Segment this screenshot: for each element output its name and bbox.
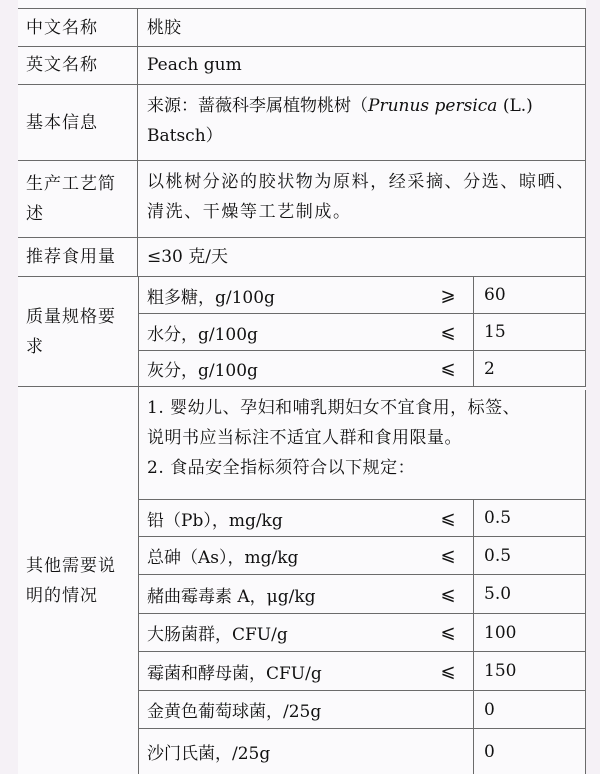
safety-item-name: 沙门氏菌，/25g	[147, 744, 271, 764]
quality-item-name: 灰分，g/100g	[147, 361, 258, 381]
safety-item-operator: ⩽	[440, 583, 456, 605]
safety-item-value: 0	[473, 691, 584, 728]
safety-item	[139, 575, 586, 614]
quality-item	[139, 314, 586, 351]
quality-item-name: 水分，g/100g	[147, 324, 258, 345]
safety-item	[139, 652, 586, 691]
row-basic-info	[18, 85, 586, 161]
safety-item-value: 0.5	[473, 500, 584, 536]
safety-item-name: 大肠菌群，CFU/g	[147, 625, 288, 645]
quality-item-value: 2	[473, 351, 584, 386]
source-suffix: (L.) Batsch）	[147, 96, 533, 146]
value-basic-info	[139, 85, 586, 160]
quality-item-value: 15	[473, 314, 584, 350]
safety-item	[139, 537, 586, 575]
note-1-line-1: 1. 婴幼儿、孕妇和哺乳期妇女不宜食用，标签、	[147, 398, 521, 418]
label-other: 其他需要说明的情况	[18, 387, 139, 774]
document-page	[18, 0, 586, 774]
value-dosage: ≤30 克/天	[139, 238, 586, 276]
safety-item-value: 0	[473, 729, 584, 774]
quality-item-operator: ⩽	[440, 321, 456, 343]
safety-item	[139, 691, 586, 729]
value-english-name: Peach gum	[139, 46, 586, 84]
safety-item	[139, 499, 586, 537]
safety-item-operator: ⩽	[440, 660, 456, 682]
source-prefix: 来源：蔷薇科李属植物桃树（	[147, 96, 368, 116]
safety-item-operator: ⩽	[440, 507, 456, 529]
safety-item-value: 100	[473, 614, 584, 651]
quality-item-operator: ⩾	[440, 284, 456, 306]
safety-item-value: 5.0	[473, 575, 584, 613]
label-quality: 质量规格要求	[18, 277, 139, 387]
safety-item-value: 0.5	[473, 537, 584, 574]
safety-item	[139, 614, 586, 652]
safety-item-operator: ⩽	[440, 545, 456, 566]
safety-item-name: 铅（Pb），mg/kg	[147, 510, 283, 531]
label-process: 生产工艺简述	[18, 161, 138, 237]
safety-item-value: 150	[473, 652, 584, 690]
label-dosage: 推荐食用量	[18, 238, 138, 276]
safety-item-name: 金黄色葡萄球菌，/25g	[147, 702, 322, 722]
safety-item-name: 霉菌和酵母菌，CFU/g	[147, 663, 322, 684]
quality-item-name: 粗多糖，g/100g	[147, 287, 275, 308]
label-english-name: 英文名称	[18, 46, 138, 84]
row-english-name	[18, 46, 586, 85]
value-process: 以桃树分泌的胶状物为原料，经采摘、分选、晾晒、清洗、干燥等工艺制成。	[139, 161, 586, 237]
quality-item-value: 60	[473, 277, 584, 313]
label-chinese-name: 中文名称	[18, 9, 138, 46]
safety-item-name: 赭曲霉毒素 A，μg/kg	[147, 586, 316, 607]
row-process	[18, 161, 586, 238]
safety-item-operator	[437, 729, 459, 774]
safety-item-operator	[437, 691, 459, 728]
safety-item-name: 总砷（As），mg/kg	[147, 548, 299, 568]
safety-item	[139, 729, 586, 774]
safety-item-operator: ⩽	[440, 622, 456, 643]
row-dosage	[18, 238, 586, 277]
row-chinese-name	[18, 8, 586, 47]
value-chinese-name: 桃胶	[139, 9, 586, 46]
quality-item-operator: ⩽	[440, 358, 456, 379]
quality-item	[139, 277, 586, 314]
quality-item	[139, 351, 586, 387]
latin-name: Prunus persica	[368, 96, 498, 116]
other-notes	[139, 390, 586, 502]
label-basic-info: 基本信息	[18, 85, 138, 160]
note-2: 2. 食品安全指标须符合以下规定：	[147, 458, 416, 478]
note-1-line-2: 说明书应当标注不适宜人群和食用限量。	[147, 428, 462, 448]
